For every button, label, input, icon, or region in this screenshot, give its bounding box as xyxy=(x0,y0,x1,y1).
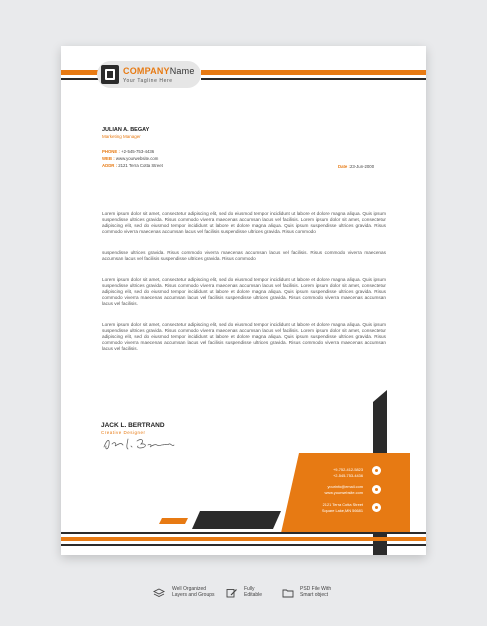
sender-phone: +2-545-753-4436 xyxy=(121,149,155,154)
company-name xyxy=(123,66,195,76)
logo-icon xyxy=(101,65,119,84)
header-orange-bar-right xyxy=(201,70,426,75)
web-label: WEB : xyxy=(102,156,115,161)
header-line-right xyxy=(201,78,426,80)
sender-addr: 2121 Terra Cotta Street xyxy=(118,163,163,168)
footer-orange-bar xyxy=(61,537,426,541)
footer-phone-2: +2-545-753-4436 xyxy=(333,473,363,478)
footer-email: yourinfo@email.com xyxy=(327,484,363,489)
body-paragraph-3: Lorem ipsum dolor sit amet, consectetur adipiscing elit, sed do eiusmod tempor incididunt ut labore et dolore magna aliqua. Quis ipsum suspendisse ultrices gravida. Risus commodo viverra maecenas accumsan lacus vel facilisis. Lorem ipsum dolor sit amet, consectetur adipiscing elit, sed do eiusmod tempor incididunt ut labore et dolore magna aliqua. Quis ipsum suspendisse ultrices gravida. Risus commodo viverra maecenas accumsan lacus vel facilisis suspendisse ultrices gravida. Risus commodo viverra maecenas accumsan lacus vel facilisis. xyxy=(102,277,386,307)
phone-label: PHONE : xyxy=(102,149,120,154)
folder-icon xyxy=(282,588,294,598)
feature-editable xyxy=(244,586,262,598)
sender-addr-row xyxy=(102,163,163,168)
edit-icon xyxy=(226,588,238,598)
addr-label: ADDR : xyxy=(102,163,118,168)
letter-date xyxy=(338,164,374,169)
footer-dark-line xyxy=(61,532,426,534)
decorative-slant-bars xyxy=(156,511,281,531)
location-icon xyxy=(372,503,381,512)
handwritten-signature xyxy=(101,435,176,453)
date-label: Date : xyxy=(338,164,350,169)
company-name-bold: COMPANY xyxy=(123,66,170,76)
feature-psd-line1: PSD File With xyxy=(300,586,332,592)
sender-web-row xyxy=(102,156,158,161)
sender-role: Marketing Manager xyxy=(102,134,141,139)
phone-icon xyxy=(372,466,381,475)
signatory-name: JACK L. BERTRAND xyxy=(101,422,165,429)
sender-phone-row xyxy=(102,149,154,154)
signatory-role: Creative Designer xyxy=(101,430,146,435)
feature-layers xyxy=(172,586,215,598)
body-paragraph-1: Lorem ipsum dolor sit amet, consectetur adipiscing elit, sed do eiusmod tempor incididunt ut labore et dolore magna aliqua. Quis ipsum suspendisse ultrices gravida. Risus commodo viverra maecenas accumsan lacus vel facilisis. Lorem ipsum dolor sit amet, consectetur adipiscing elit, sed do eiusmod tempor incididunt ut labore et dolore magna aliqua. Quis ipsum suspendisse ultrices gravida. Risus commodo viverra maecenas accumsan lacus vel facilisis suspendisse ultrices gravida. Risus commodo xyxy=(102,211,386,235)
feature-layers-line2: Layers and Groups xyxy=(172,592,215,598)
globe-icon xyxy=(372,485,381,494)
footer-address-1: 2121 Terra Cotta Street xyxy=(322,502,363,507)
body-paragraph-4: Lorem ipsum dolor sit amet, consectetur adipiscing elit, sed do eiusmod tempor incididunt ut labore et dolore magna aliqua. Quis ipsum suspendisse ultrices gravida. Risus commodo viverra maecenas accumsan lacus vel facilisis. Lorem ipsum dolor sit amet, consectetur adipiscing elit, sed do eiusmod tempor incididunt ut labore et dolore magna aliqua. Quis ipsum suspendisse ultrices gravida. Risus commodo viverra maecenas accumsan lacus vel facilisis suspendisse ultrices gravida. Risus commodo viverra maecenas accumsan lacus vel facilisis. xyxy=(102,322,386,352)
feature-layers-line1: Well Organized xyxy=(172,586,207,592)
sender-name: JULIAN A. BEGAY xyxy=(102,127,150,133)
footer-web: www.yourwebsite.com xyxy=(324,490,363,495)
feature-editable-line1: Fully xyxy=(244,586,255,592)
sender-web: www.yourwebsite.com xyxy=(115,156,159,161)
footer-dark-line-2 xyxy=(61,544,426,546)
feature-psd-line2: Smart object xyxy=(300,592,329,598)
footer-address-2: Square Lake,MN 56681 xyxy=(321,508,363,513)
feature-editable-line2: Editable xyxy=(244,592,263,598)
company-tagline: Your Tagline Here xyxy=(123,78,173,84)
company-name-light: Name xyxy=(169,66,195,76)
footer-phone-1: +9-752-412-5823 xyxy=(333,467,363,472)
body-paragraph-2: suspendisse ultrices gravida. Risus commodo viverra maecenas accumsan lacus vel facilisis. Risus commodo viverra maecenas accumsan lacus vel facilisis suspendisse ultrices gravida. Risus commodo xyxy=(102,250,386,262)
date-value: 23-Jun-2000 xyxy=(349,164,375,169)
layers-icon xyxy=(153,588,165,598)
feature-psd xyxy=(300,586,331,598)
letterhead-sheet xyxy=(61,46,426,555)
